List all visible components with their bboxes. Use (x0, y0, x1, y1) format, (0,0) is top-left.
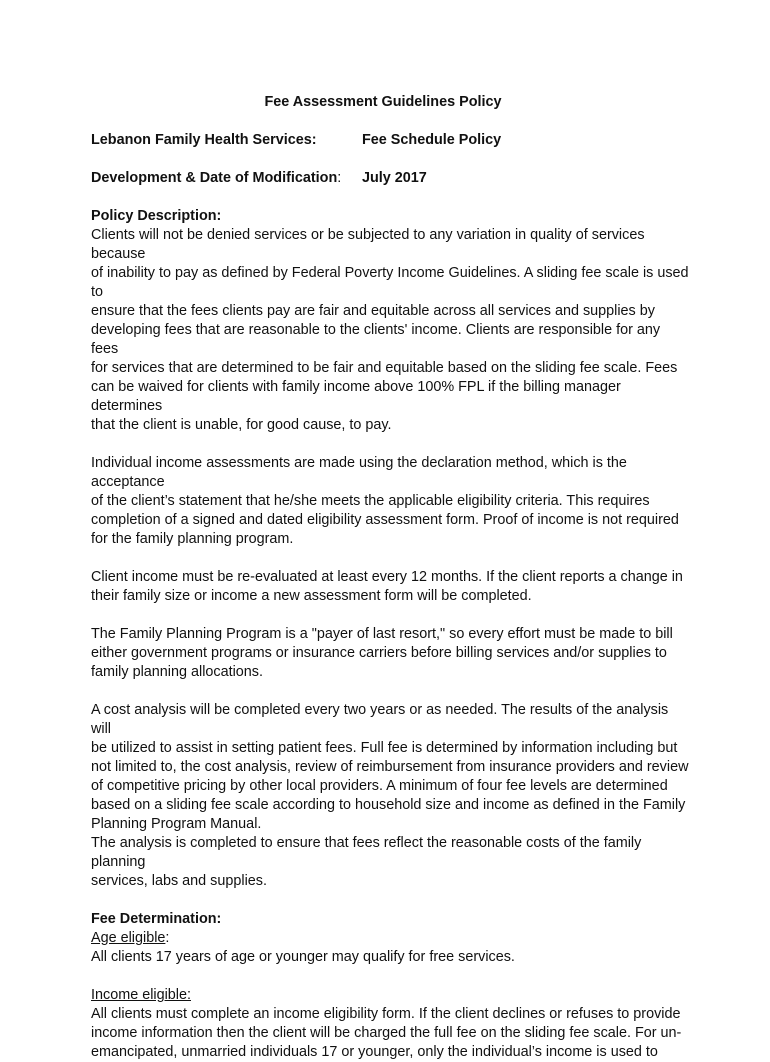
text-line: can be waived for clients with family income above 100% FPL if the billing manager determines (91, 379, 621, 414)
policy-paragraph (91, 568, 691, 606)
modification-date: July 2017 (362, 170, 427, 186)
text-line: The analysis is completed to ensure that fees reflect the reasonable costs of the family planning (91, 835, 642, 870)
text-line: not limited to, the cost analysis, review of reimbursement from insurance providers and review (91, 759, 689, 775)
text-line: The Family Planning Program is a "payer of last resort," so every effort must be made to bill (91, 626, 673, 642)
income-eligible-body (91, 1005, 691, 1062)
policy-paragraph (91, 625, 691, 682)
policy-paragraph (91, 226, 691, 435)
text-line: their family size or income a new assessment form will be completed. (91, 588, 532, 604)
text-line: Clients will not be denied services or be subjected to any variation in quality of services because (91, 227, 645, 262)
document-title: Fee Assessment Guidelines Policy (264, 94, 502, 110)
text-line: services, labs and supplies. (91, 873, 267, 889)
text-line: of the client’s statement that he/she meets the applicable eligibility criteria. This requires (91, 493, 650, 509)
age-eligible-body (91, 948, 691, 967)
text-line: either government programs or insurance carriers before billing services and/or supplies to (91, 645, 667, 661)
text-line: A cost analysis will be completed every two years or as needed. The results of the analysis will (91, 702, 669, 737)
text-line: emancipated, unmarried individuals 17 or younger, only the individual’s income is used to (91, 1044, 658, 1060)
age-eligible-heading (91, 929, 691, 948)
text-line: based on a sliding fee scale according to household size and income as defined in the Family (91, 797, 686, 813)
policy-name: Fee Schedule Policy (362, 132, 502, 148)
text-line: All clients must complete an income eligibility form. If the client declines or refuses to provide (91, 1006, 681, 1022)
text-line: developing fees that are reasonable to the clients' income. Clients are responsible for any fees (91, 322, 661, 357)
text-line: completion of a signed and dated eligibility assessment form. Proof of income is not required (91, 512, 679, 528)
policy-description-body (91, 226, 691, 891)
organization-label-text: Lebanon Family Health Services: (91, 132, 317, 148)
text-line: family planning allocations. (91, 664, 263, 680)
text-line: of competitive pricing by other local providers. A minimum of four fee levels are determined (91, 778, 668, 794)
policy-paragraph (91, 454, 691, 549)
modification-label-text: Development & Date of Modification (91, 170, 338, 186)
text-line: be utilized to assist in setting patient fees. Full fee is determined by information including but (91, 740, 678, 756)
policy-description-heading: Policy Description: (91, 208, 222, 224)
text-line: Client income must be re-evaluated at least every 12 months. If the client reports a change in (91, 569, 683, 585)
organization-row (91, 131, 691, 150)
policy-paragraph (91, 701, 691, 891)
text-line: Individual income assessments are made using the declaration method, which is the acceptance (91, 455, 627, 490)
text-line: income information then the client will be charged the full fee on the sliding fee scale. For un- (91, 1025, 682, 1041)
text-line: Planning Program Manual. (91, 816, 262, 832)
document-page (91, 93, 691, 1062)
age-eligible-label: Age eligible (91, 930, 166, 946)
modification-row (91, 169, 691, 188)
fee-determination-heading: Fee Determination: (91, 911, 222, 927)
organization-label (91, 131, 362, 150)
text-line: that the client is unable, for good cause, to pay. (91, 417, 392, 433)
text-line: for the family planning program. (91, 531, 294, 547)
income-eligible-heading: Income eligible: (91, 987, 191, 1003)
text-line: ensure that the fees clients pay are fair and equitable across all services and supplies by (91, 303, 655, 319)
modification-label (91, 169, 362, 188)
age-eligible-colon: : (165, 930, 170, 946)
text-line: for services that are determined to be fair and equitable based on the sliding fee scale. Fees (91, 360, 678, 376)
text-line: of inability to pay as defined by Federal Poverty Income Guidelines. A sliding fee scale is used to (91, 265, 689, 300)
text-line: All clients 17 years of age or younger may qualify for free services. (91, 949, 515, 965)
modification-label-colon: : (337, 170, 342, 186)
